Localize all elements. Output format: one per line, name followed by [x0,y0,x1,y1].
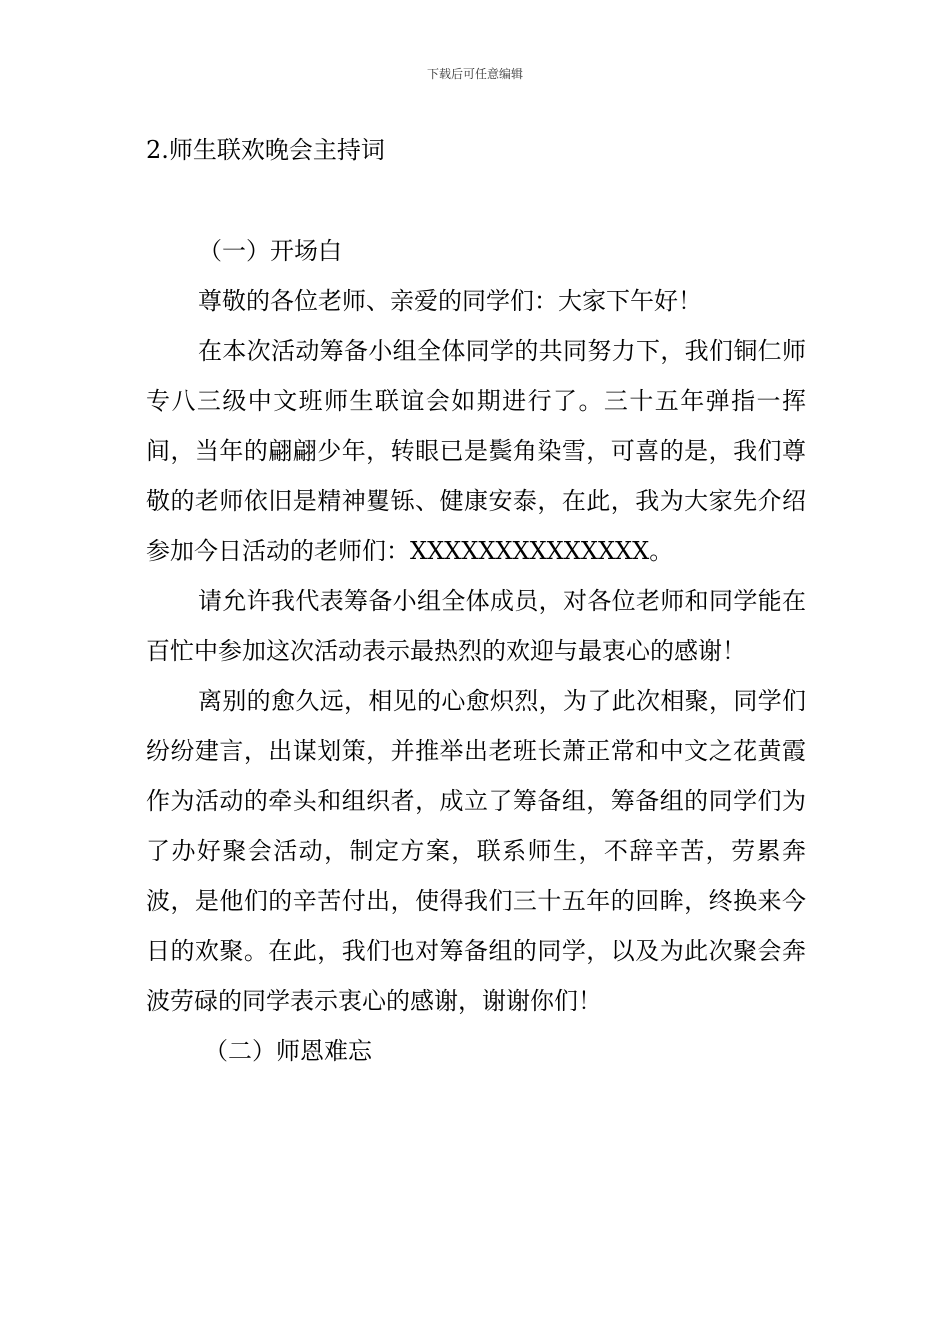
paragraph-thanks: 离别的愈久远，相见的心愈炽烈，为了此次相聚，同学们纷纷建言，出谋划策，并推举出老班长萧正常和中文之花黄霞作为活动的牵头和组织者，成立了筹备组，筹备组的同学们为了办好聚会活动，制定方案，联系师生，不辞辛苦，劳累奔波，是他们的辛苦付出，使得我们三十五年的回眸，终换来今日的欢聚。在此，我们也对筹备组的同学，以及为此次聚会奔波劳碌的同学表示衷心的感谢，谢谢你们！ [146,687,806,1015]
page-header-note: 下载后可任意编辑 [426,67,523,81]
paragraph-welcome: 请允许我代表筹备小组全体成员，对各位老师和同学能在百忙中参加这次活动表示最热烈的欢迎与最衷心的感谢！ [146,587,806,665]
section-heading-opening: （一）开场白 [198,237,342,265]
section-heading-teachers: （二）师恩难忘 [204,1037,372,1065]
document-title: 2.师生联欢晚会主持词 [146,136,385,164]
paragraph-introduction: 在本次活动筹备小组全体同学的共同努力下，我们铜仁师专八三级中文班师生联谊会如期进行了。三十五年弹指一挥间，当年的翩翩少年，转眼已是鬓角染雪，可喜的是，我们尊敬的老师依旧是精神矍铄、健康安泰，在此，我为大家先介绍参加今日活动的老师们：XXXXXXXXXXXXXX。 [146,337,806,565]
document-body [146,226,806,1076]
paragraph-greeting: 尊敬的各位老师、亲爱的同学们：大家下午好！ [198,287,702,315]
